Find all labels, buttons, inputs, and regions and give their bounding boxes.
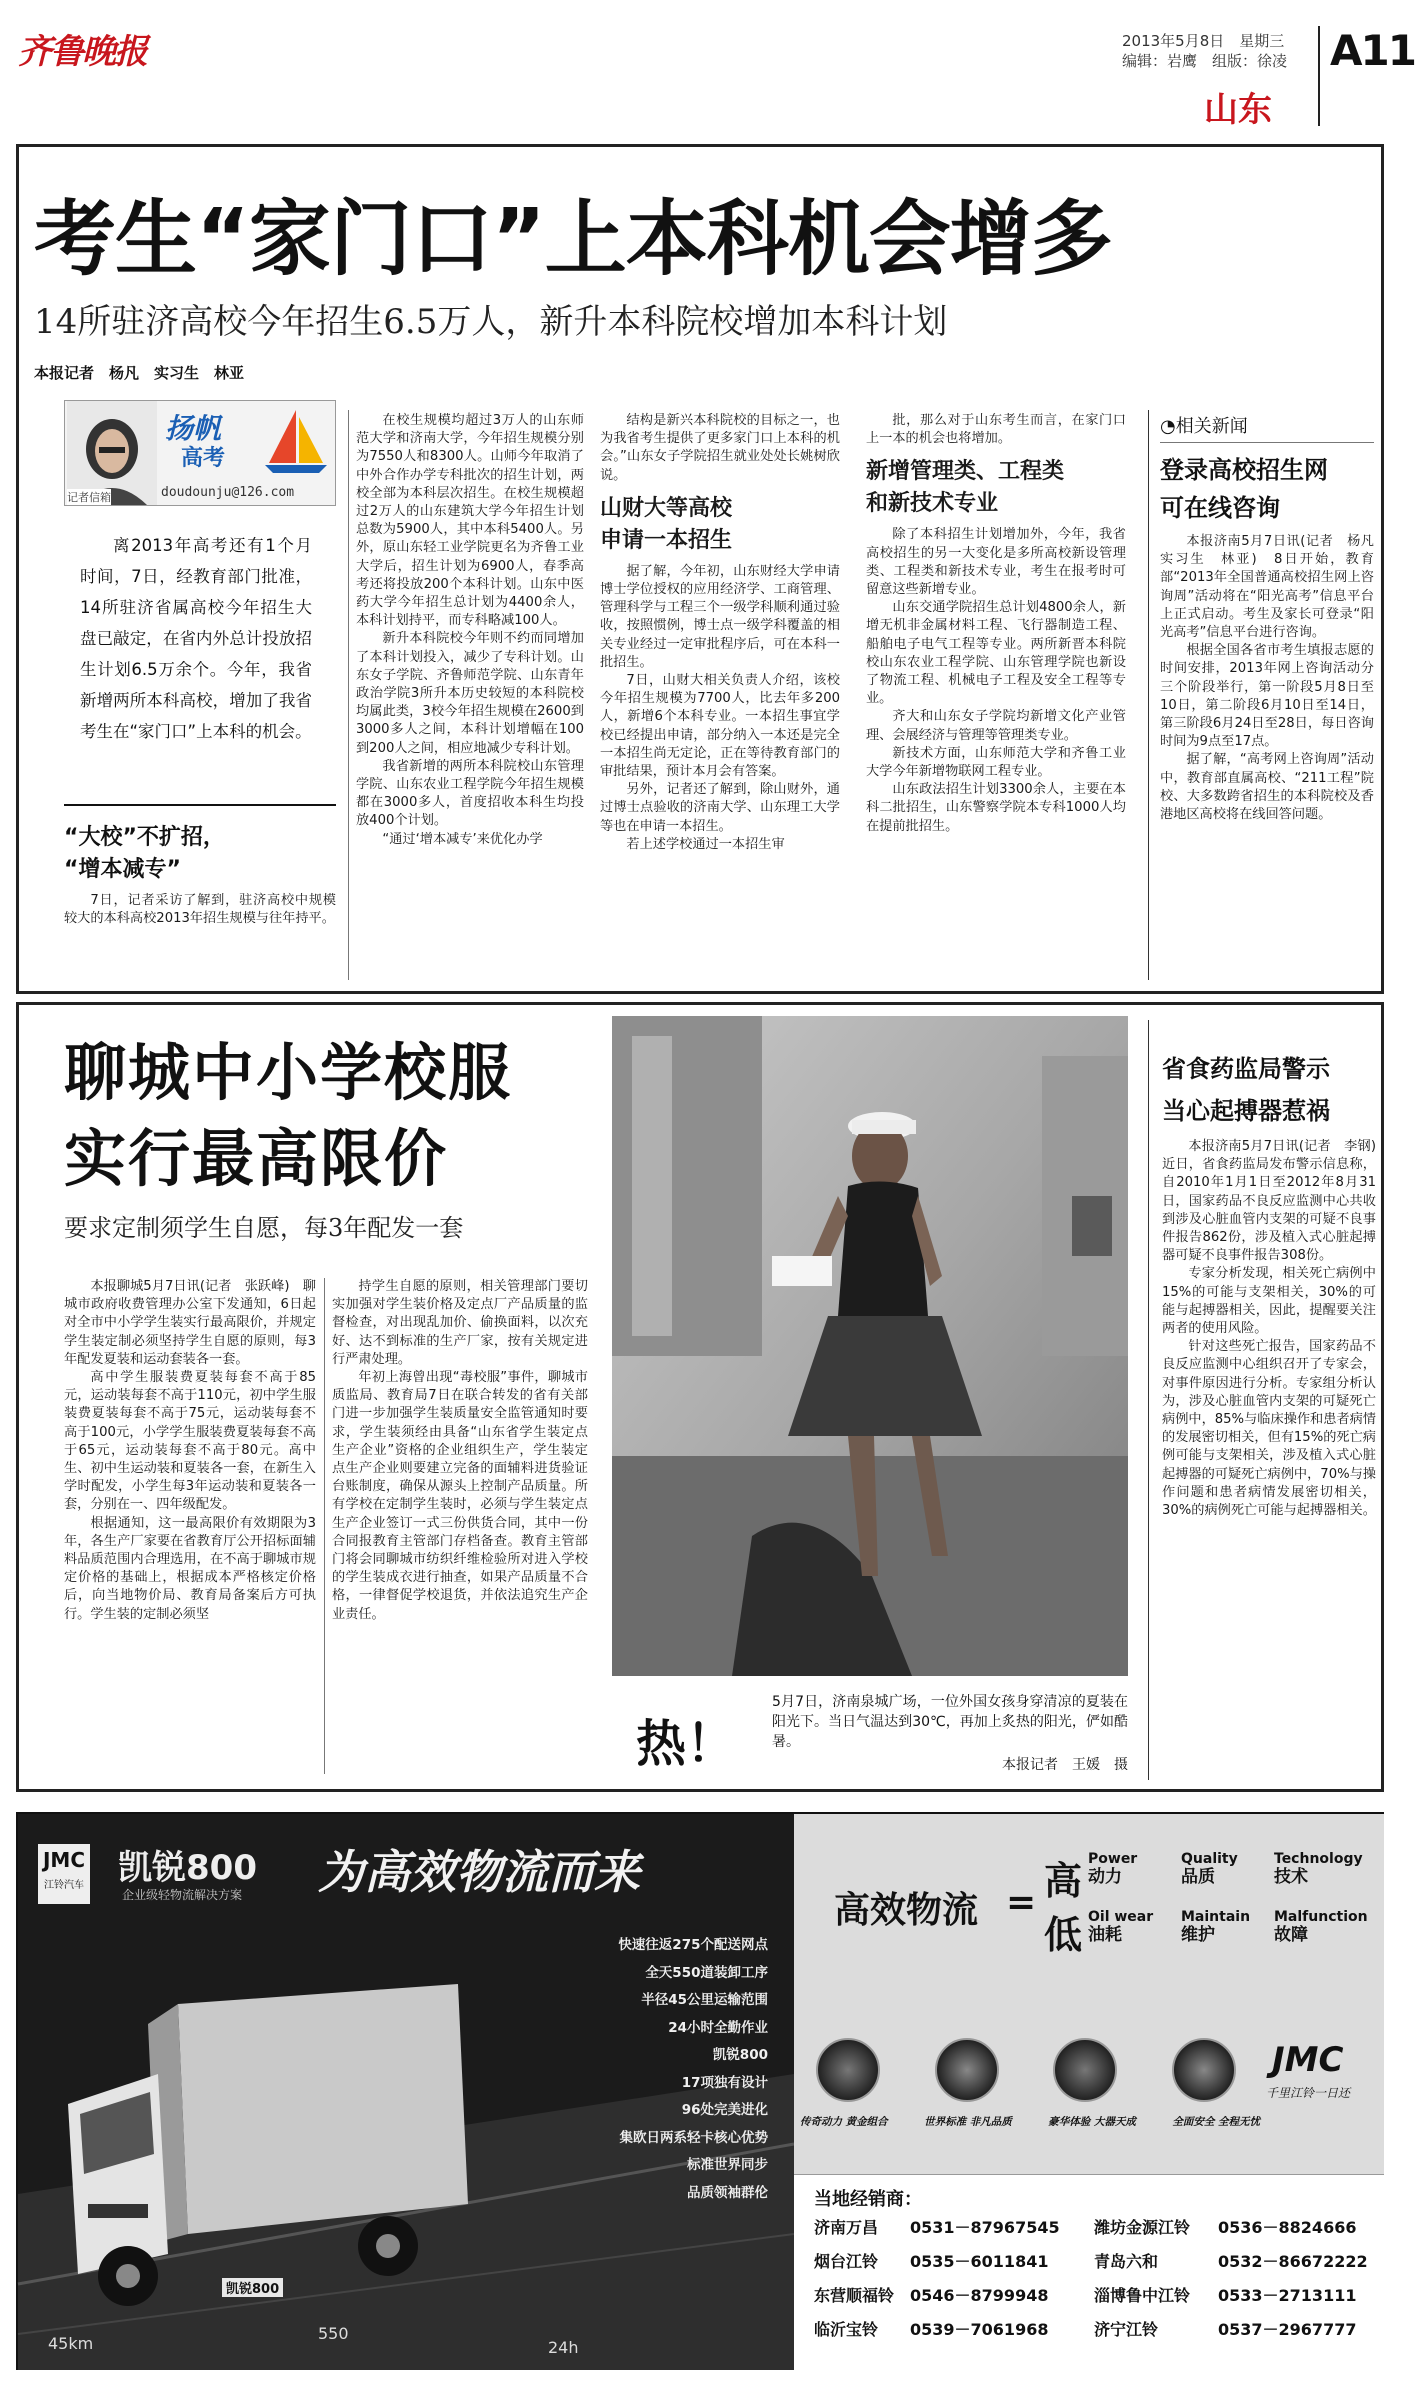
- date-line: 2013年5月8日 星期三: [1122, 32, 1285, 50]
- sec2-title: 山财大等高校 申请一本招生: [600, 495, 733, 553]
- photo-title: 热！: [636, 1715, 736, 1773]
- dealer-6: 淄博鲁中江铃 0533－2713111: [1094, 2286, 1357, 2305]
- truck-label: 凯锐800: [222, 2278, 283, 2297]
- eq-high-row: Power 动力 Quality 品质 Technology 技术: [1088, 1851, 1363, 1887]
- dealer-3: 烟台江铃 0535－6011841: [814, 2252, 1049, 2271]
- article1-col1: “大校”不扩招， “增本减专” 7日，记者采访了解到，驻济高校中规模较大的本科高校2013年招生规模与往年持平。: [64, 820, 336, 984]
- dealers-title: 当地经销商：: [814, 2189, 922, 2210]
- badge-seat-icon: [1053, 2038, 1117, 2102]
- eq-left: 高效物流: [834, 1890, 979, 1931]
- page-number: A11: [1330, 26, 1415, 75]
- article2-subheadline: 要求定制须学生自愿，每3年配发一套: [64, 1214, 464, 1242]
- article1-subheadline: 14所驻济高校今年招生6.5万人，新升本科院校增加本科计划: [34, 302, 948, 342]
- article3-title: 省食药监局警示 当心起搏器惹祸: [1162, 1055, 1330, 1125]
- article1-col4: 批，那么对于山东考生而言，在家门口上一本的机会也将增加。 新增管理类、工程类 和新技术专业 除了本科招生计划增加外，今年，我省高校招生的另一大变化是多所高校新设管理类、工程类和新技术专业，考生在报考时可留意这些新增专业。 山东交通学院招生总计划4800余人，新增无机非金属材料工程、飞行器制造工程、船舶电子电气工程等专业。两所新晋本科院校山东农业工程学院、山东管理学院也新设了物流工程、机械电子工程及安全工程等专业。 齐大和山东女子学院均新增文化产业管理、会展经济与管理等管理类专业。 新技术方面，山东师范大学和齐鲁工业大学今年新增物联网工程专业。 山东政法招生计划3300余人，主要在本科二批招生，山东警察学院本专科1000人均在提前批招生。: [866, 413, 1126, 834]
- article3: 省食药监局警示 当心起搏器惹祸 本报济南5月7日讯(记者 李钢) 近日，省食药监局发布警示信息称，自2010年1月1日至2012年8月31日，国家药品不良反应监测中心共收到涉及心脏血管内支架的可疑不良事件报告862份，涉及植入式心脏起搏器可疑不良事件报告308份。 专家分析发现，相关死亡病例中15%的可能与支架相关，30%的可能与起搏器相关，因此，提醒要关注两者的使用风险。 针对这些死亡报告，国家药品不良反应监测中心组织召开了专家会，对事件原因进行分析。专家组分析认为，涉及心脏血管内支架的可疑死亡病例中，85%与临床操作和患者病情的发展密切相关，但有15%的死亡病例可能与支架相关，涉及植入式心脏起搏器的可疑死亡病例中，70%与操作问题和患者病情发展密切相关，30%的病例死亡可能与起搏器相关。: [1162, 1040, 1376, 1780]
- column-logo: [64, 400, 336, 506]
- jmc-badge: JMC 江铃汽车: [38, 1844, 90, 1904]
- masthead-logo: [18, 24, 148, 74]
- sec3-title: 新增管理类、工程类 和新技术专业: [866, 459, 1065, 517]
- sailboat-icon: [261, 405, 331, 475]
- editors-line: 编辑：岩鹰 组版：徐凌: [1122, 52, 1288, 70]
- a3-divider: [1148, 1020, 1149, 1780]
- ad-slogan: 为高效物流而来: [318, 1845, 640, 1899]
- news-photo: [612, 1016, 1128, 1676]
- article1-lead: 离2013年高考还有1个月时间，7日，经教育部门批准，14所驻济省属高校今年招生大盘已敲定，在省内外总计投放招生计划6.5万余个。今年，我省新增两所本科高校，增加了我省考生在“家门口”上本科的机会。: [80, 536, 312, 741]
- dealer-2: 潍坊金源江铃 0536－8824666: [1094, 2218, 1357, 2237]
- column-logo-caption: 记者信箱: [67, 491, 111, 504]
- related-title: 登录高校招生网 可在线咨询: [1160, 456, 1328, 522]
- speed-mark-3: 24h: [548, 2338, 579, 2357]
- dealers-box: [794, 2174, 1384, 2370]
- dealer-4: 青岛六和 0532－86672222: [1094, 2252, 1368, 2271]
- article1-col3: 结构是新兴本科院校的目标之一，也为我省考生提供了更多家门口上本科的机会。”山东女子学院招生就业处处长姚树欣说。 山财大等高校 申请一本招生 据了解，今年初，山东财经大学申请博士学位授权的应用经济学、工商管理、管理科学与工程三个一级学科顺利通过验收，按照惯例，博士点一级学科覆盖的相关专业经过一定审批程序后，可在本科一批招生。 7日，山财大相关负责人介绍，该校今年招生规模为7700人，比去年多200人，新增6个本科专业。一本招生事宜学校已经提出申请，部分纳入一本还是完全一本招生尚无定论，正在等待教育部门的审批结果，预计本月会有答案。 另外，记者还了解到，除山财外，通过博士点验收的济南大学、山东理工大学等也在申请一本招生。 若上述学校通过一本招生审: [600, 413, 840, 852]
- truck-illustration: [58, 1984, 478, 2314]
- speed-mark-1: 45km: [48, 2334, 94, 2353]
- related-news: ◔相关新闻 登录高校招生网 可在线咨询 本报济南5月7日讯(记者 杨凡 实习生 林亚) 8日开始，教育部“2013年全国普通高校招生网上咨询周”活动将在“阳光高考”信息平台上正式启动。考生及家长可登录“阳光高考”信息平台进行咨询。 根据全国各省市考生填报志愿的时间安排，2013年网上咨询活动分三个阶段举行，第一阶段5月8日至10日，第二阶段6月10日至14日，第三阶段6月24日至28日，每日咨询时间为9点至17点。 据了解，“高考网上咨询周”活动中，教育部直属高校、“211工程”院校、大多数跨省招生的本科院校及香港地区高校将在线回答问题。: [1160, 412, 1374, 982]
- badge-engine-icon: [816, 2038, 880, 2102]
- sec1-title: “大校”不扩招， “增本减专”: [64, 825, 225, 882]
- eq-sign: =: [1006, 1882, 1037, 1923]
- dealer-5: 东营顺福铃 0546－8799948: [814, 2286, 1049, 2305]
- ad-features: 快速往返275个配送网点 全天550道装卸工序 半径45公里运输范围 24小时全勤作业 凯锐800 17项独有设计 96处完美进化 集欧日两系轻卡核心优势 标准世界同步 品质领袖群伦: [618, 1937, 768, 2201]
- article2-col2: 持学生自愿的原则，相关管理部门要切实加强对学生装价格及定点厂产品质量的监督检查，对出现乱加价、偷换面料，以次充好、达不到标准的生产厂家，按有关规定进行严肃处理。 年初上海曾出现“毒校服”事件，聊城市质监局、教育局7日在联合转发的省有关部门进一步加强学生装质量安全监管通知时要求，学生装须经由具备“山东省学生装定点生产企业”资格的企业组织生产，学生装定点生产企业则要建立完备的面辅料进货验证台账制度，确保从源头上控制产品质量。所有学校在定制学生装时，必须与学生装定点生产企业签订一式三份供货合同，其中一份合同报教育主管部门存档备查。教育主管部门将会同聊城市纺织纤维检验所对进入学校的学生装成衣进行抽查，如果产品质量不合格，一律督促学校退货，并依法追究生产企业责任。: [332, 1279, 588, 1622]
- badge-labels: 传奇动力 黄金组合 世界标准 非凡品质 豪华体验 大器天成 全面安全 全程无忧: [800, 2116, 1260, 2128]
- article2-headline: 聊城中小学校服 实行最高限价: [64, 1036, 513, 1195]
- ad-model-sub: 企业级轻物流解决方案: [122, 1888, 243, 1902]
- column-logo-title-1: 扬帆: [165, 412, 222, 445]
- column-logo-email: doudounju@126.com: [161, 485, 295, 500]
- jmc-tagline: 千里江铃一日还: [1266, 2086, 1351, 2100]
- section-name: 山东: [1204, 90, 1272, 130]
- badge-diamond-icon: [935, 2038, 999, 2102]
- logo-text: 齐鲁晚报: [18, 32, 146, 72]
- badge-row: [816, 2038, 1236, 2118]
- eq-low: 低: [1044, 1913, 1083, 1957]
- ad-right-panel: [794, 1814, 1384, 2370]
- eq-low-row: Oil wear 油耗 Maintain 维护 Malfunction 故障: [1088, 1909, 1368, 1945]
- badge-shield-icon: [1172, 2038, 1236, 2102]
- eq-high: 高: [1044, 1859, 1083, 1903]
- dealer-7: 临沂宝铃 0539－7061968: [814, 2320, 1049, 2339]
- lead-divider: [64, 804, 336, 806]
- masthead-divider: [1318, 26, 1320, 126]
- ad-banner[interactable]: [16, 1812, 1384, 2370]
- photo-caption-box: 5月7日，济南泉城广场，一位外国女孩身穿清凉的夏装在阳光下。当日气温达到30℃，再加上炙热的阳光，俨如酷暑。 本报记者 王媛 摄: [772, 1694, 1128, 1773]
- bullet-icon: ◔: [1160, 416, 1176, 437]
- col-divider-4: [1148, 410, 1149, 980]
- ad-model: 凯锐800: [118, 1848, 257, 1888]
- dealer-1: 济南万昌 0531－87967545: [814, 2218, 1060, 2237]
- speed-mark-2: 550: [318, 2324, 349, 2343]
- dealers-grid: [814, 2213, 1374, 2345]
- article2-col1: 本报聊城5月7日讯(记者 张跃峰) 聊城市政府收费管理办公室下发通知，6日起对全市中小学学生装实行最高限价，并规定学生装定制必须坚持学生自愿的原则，每3年配发夏装和运动套装各一套。 高中学生服装费夏装每套不高于85元，运动装每套不高于110元，初中学生服装费夏装每套不高于75元，运动装每套不高于100元，小学学生服装费夏装每套不高于65元，运动装每套不高于80元。高中生、初中生运动装和夏装各一套，在新生入学时配发，小学生每3年运动装和夏装各一套，分别在一、四年级配发。 根据通知，这一最高限价有效期限为3年，各生产厂家要在省教育厅公开招标面辅料品质范围内合理选用，在不高于聊城市规定价格的基础上，根据成本严格核定价格后，向当地物价局、教育局备案后方可执行。学生装的定制必须坚: [64, 1279, 316, 1622]
- article1-byline: 本报记者 杨凡 实习生 林亚: [34, 364, 245, 382]
- a2-col-divider: [324, 1278, 325, 1774]
- article1-col2: 在校生规模均超过3万人的山东师范大学和济南大学，今年招生规模分别为7550人和8300人。山师今年取消了中外合作办学专科批次的招生计划，两校全部为本科层次招生。在校生规模超过2万人的山东建筑大学今年招生计划总数为5900人，其中本科5400人。另外，原山东轻工业学院更名为齐鲁工业大学后，招生计划为6900人，春季高考还将投放200个本科计划。山东中医药大学今年招生总计划为4400余人，本科计划持平，而专科略减100人。 新升本科院校今年则不约而同增加了本科计划投入，减少了专科计划。山东女子学院、齐鲁师范学院、山东青年政治学院3所升本历史较短的本科院校均属此类，3校今年招生规模在2600到3000多人之间，本科计划增幅在100到200人之间，相应地减少专科计划。 我省新增的两所本科院校山东管理学院、山东农业工程学院今年招生规模都在3000多人，首度招收本科生均投放400个计划。 “通过‘增本减专’来优化办学: [356, 413, 584, 847]
- related-tag: ◔相关新闻: [1160, 412, 1374, 443]
- jmc-logo-right: JMC: [1272, 2040, 1344, 2080]
- col-divider-1: [348, 410, 349, 980]
- dealer-8: 济宁江铃 0537－2967777: [1094, 2320, 1357, 2339]
- column-logo-title-2: 高考: [181, 446, 226, 471]
- article1-headline: 考生“家门口”上本科机会增多: [34, 192, 1112, 287]
- ad-left-panel: [18, 1814, 794, 2370]
